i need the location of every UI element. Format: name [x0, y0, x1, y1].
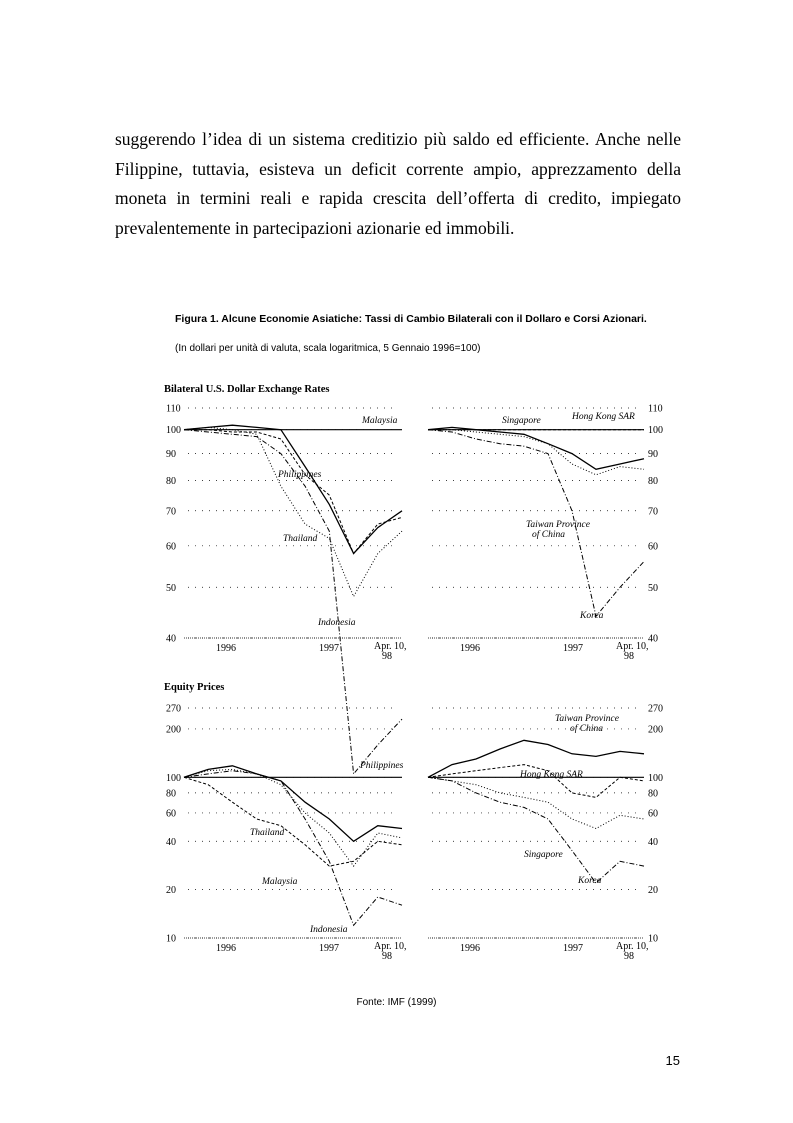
y-tick-label: 100	[166, 772, 181, 784]
series-line	[184, 771, 402, 926]
figure-caption: Figura 1. Alcune Economie Asiatiche: Tassi di Cambio Bilaterali con il Dollaro e Corsi Azionari.	[175, 313, 647, 325]
label-korea: Korea	[580, 611, 604, 621]
x-tick-label: 1996	[460, 643, 480, 654]
label-singapore: Singapore	[502, 416, 541, 426]
y-tick-label: 80	[648, 788, 658, 800]
series-line	[184, 430, 402, 774]
body-line: moneta in termini reali e rapida crescita dell’offerta di credito, impiegato	[115, 188, 681, 208]
x-tick-label: 98	[382, 651, 392, 662]
label-singapore: Singapore	[524, 850, 563, 860]
y-tick-label: 80	[166, 788, 176, 800]
x-tick-label: 1997	[319, 643, 339, 654]
x-tick-label: 1997	[563, 943, 583, 954]
y-tick-label: 60	[166, 541, 176, 553]
label-taiwan-2: of China	[532, 530, 565, 540]
label-indonesia: Indonesia	[310, 925, 348, 935]
y-tick-label: 110	[166, 403, 181, 415]
x-tick-label: Apr. 10,	[616, 941, 649, 952]
label-malaysia: Malaysia	[262, 877, 298, 887]
y-tick-label: 40	[648, 836, 658, 848]
label-hongkong: Hong Kong SAR	[572, 412, 635, 422]
label-thailand: Thailand	[283, 534, 318, 544]
series-line	[184, 777, 402, 866]
figure-charts	[150, 375, 670, 965]
y-tick-label: 60	[648, 808, 658, 820]
body-line: prevalentemente in partecipazioni azionarie ed immobili.	[115, 217, 515, 238]
figure-subcaption: (In dollari per unità di valuta, scala logaritmica, 5 Gennaio 1996=100)	[175, 343, 481, 354]
y-tick-label: 200	[648, 724, 663, 736]
label-korea: Korea	[578, 876, 602, 886]
y-tick-label: 270	[648, 703, 663, 715]
label-taiwan: Taiwan Province	[555, 714, 619, 724]
y-tick-label: 70	[166, 506, 176, 518]
y-tick-label: 270	[166, 703, 181, 715]
label-taiwan-2: of China	[570, 724, 603, 734]
label-hongkong: Hong Kong SAR	[520, 770, 583, 780]
x-tick-label: 98	[624, 651, 634, 662]
y-tick-label: 40	[648, 633, 658, 645]
series-line	[184, 427, 402, 596]
y-tick-label: 20	[648, 885, 658, 897]
y-tick-label: 100	[166, 425, 181, 437]
label-philippines: Philippines	[360, 761, 404, 771]
y-tick-label: 40	[166, 836, 176, 848]
panel-exchange-left	[166, 404, 407, 774]
figure-source: Fonte: IMF (1999)	[356, 997, 437, 1008]
y-tick-label: 80	[648, 475, 658, 487]
y-tick-label: 60	[166, 808, 176, 820]
label-taiwan: Taiwan Province	[526, 520, 590, 530]
y-tick-label: 50	[166, 582, 176, 594]
y-tick-label: 40	[166, 633, 176, 645]
x-tick-label: 1996	[460, 943, 480, 954]
panel-equity-left	[166, 704, 407, 963]
y-tick-label: 100	[648, 772, 663, 784]
series-line	[184, 769, 402, 866]
label-indonesia: Indonesia	[318, 618, 356, 628]
body-line: Filippine, tuttavia, esisteva un deficit corrente ampio, apprezzamento della	[115, 158, 681, 179]
y-tick-label: 50	[648, 582, 658, 594]
y-tick-label: 110	[648, 403, 663, 415]
series-line	[428, 430, 644, 475]
body-paragraph	[115, 125, 681, 243]
y-tick-label: 100	[648, 425, 663, 437]
label-malaysia: Malaysia	[362, 416, 398, 426]
series-line	[428, 427, 644, 469]
x-tick-label: 98	[624, 951, 634, 962]
body-line: suggerendo l’idea di un sistema creditizio più saldo ed efficiente. Anche nelle	[115, 129, 681, 149]
x-tick-label: 1997	[563, 643, 583, 654]
y-tick-label: 90	[648, 449, 658, 461]
x-tick-label: 1996	[216, 943, 236, 954]
x-tick-label: Apr. 10,	[374, 641, 407, 652]
y-tick-label: 90	[166, 449, 176, 461]
x-tick-label: 98	[382, 951, 392, 962]
y-tick-label: 10	[648, 933, 658, 945]
label-philippines: Philippines	[278, 470, 322, 480]
x-tick-label: 1997	[319, 943, 339, 954]
y-tick-label: 70	[648, 506, 658, 518]
x-tick-label: Apr. 10,	[616, 641, 649, 652]
label-thailand: Thailand	[250, 828, 285, 838]
page-number: 15	[665, 1053, 680, 1068]
panel-equity-right	[428, 704, 663, 963]
x-tick-label: Apr. 10,	[374, 941, 407, 952]
panel-title-equity: Equity Prices	[164, 682, 225, 693]
x-tick-label: 1996	[216, 643, 236, 654]
y-tick-label: 20	[166, 885, 176, 897]
y-tick-label: 80	[166, 475, 176, 487]
y-tick-label: 10	[166, 933, 176, 945]
y-tick-label: 200	[166, 724, 181, 736]
y-tick-label: 60	[648, 541, 658, 553]
panel-title-exchange: Bilateral U.S. Dollar Exchange Rates	[164, 384, 330, 395]
